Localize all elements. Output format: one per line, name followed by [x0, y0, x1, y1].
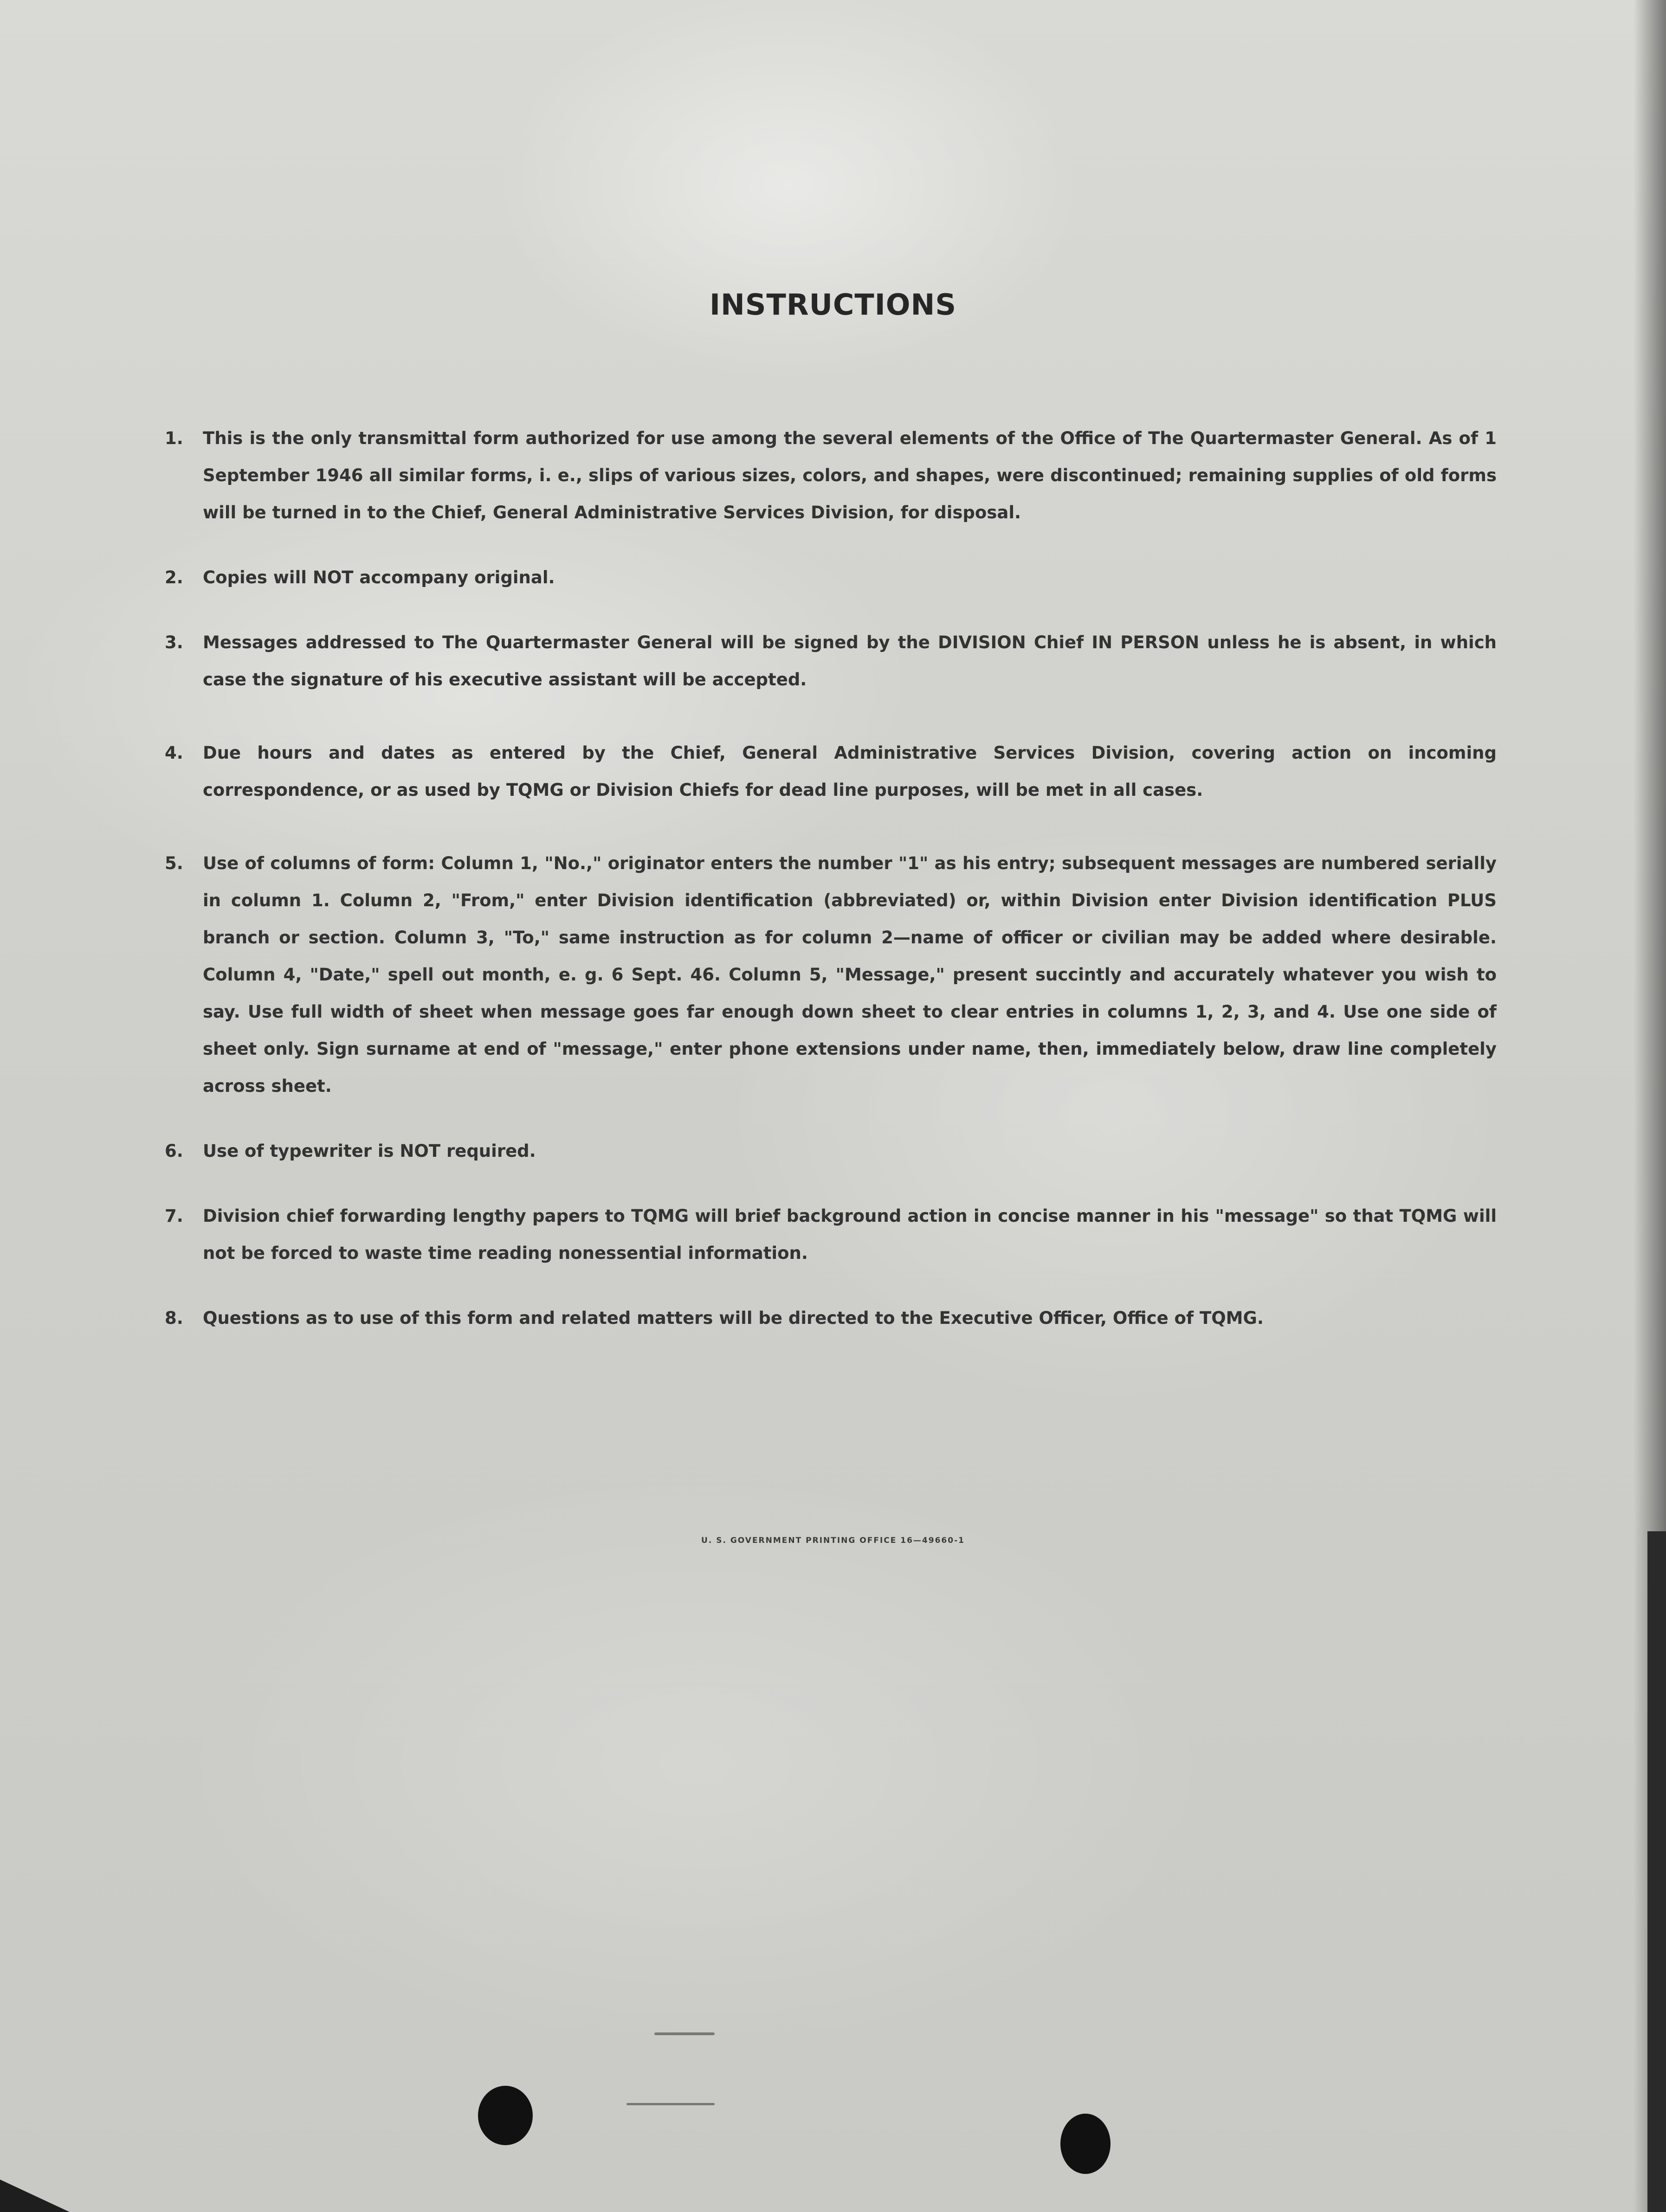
item-number: 2. [165, 568, 183, 587]
instruction-item-1 [165, 420, 1497, 531]
item-text: Questions as to use of this form and related matters will be directed to the Executive Officer, Office of TQMG. [203, 1308, 1264, 1328]
ink-mark [654, 2032, 715, 2035]
punch-hole-left [478, 2086, 533, 2145]
item-number: 4. [165, 743, 183, 763]
printer-imprint: U. S. GOVERNMENT PRINTING OFFICE 16—49660-1 [701, 1536, 965, 1545]
instruction-item-6 [165, 1133, 1497, 1170]
punch-hole-right [1060, 2114, 1111, 2174]
item-text: Copies will NOT accompany original. [203, 568, 555, 587]
item-text: Use of columns of form: Column 1, "No.," originator enters the number "1" as his entry; subsequent messages are numbered serially in column 1. Column 2, "From," enter Division identification (abbreviated) or, within Division enter Division identification PLUS branch or section. Column 3, "To," same instruction as for column 2—name of officer or civilian may be added where desirable. Column 4, "Date," spell out month, e. g. 6 Sept. 46. Column 5, "Message," present succintly and accurately whatever you wish to say. Use full width of sheet when message goes far enough down sheet to clear entries in columns 1, 2, 3, and 4. Use one side of sheet only. Sign surname at end of "message," enter phone extensions under name, then, immediately below, draw line completely across sheet. [203, 853, 1497, 1096]
instruction-item-2 [165, 559, 1497, 596]
document-title: INSTRUCTIONS [709, 288, 957, 322]
item-text: This is the only transmittal form authorized for use among the several elements of the Office of The Quartermaster General. As of 1 September 1946 all similar forms, i. e., slips of various sizes, colors, and shapes, were discontinued; remaining supplies of old forms will be turned in to the Chief, General Administrative Services Division, for disposal. [203, 428, 1497, 522]
item-number: 3. [165, 632, 183, 652]
item-number: 1. [165, 428, 183, 448]
instruction-item-3 [165, 624, 1497, 698]
item-text: Messages addressed to The Quartermaster General will be signed by the DIVISION Chief IN PERSON unless he is absent, in which case the signature of his executive assistant will be accepted. [203, 632, 1497, 690]
instruction-item-4 [165, 735, 1497, 809]
ink-mark [626, 2103, 715, 2105]
item-number: 5. [165, 853, 183, 873]
item-text: Use of typewriter is NOT required. [203, 1141, 536, 1161]
item-text: Due hours and dates as entered by the Chief, General Administrative Services Division, covering action on incoming correspondence, or as used by TQMG or Division Chiefs for dead line purposes, will be met in all cases. [203, 743, 1497, 800]
instruction-item-5 [165, 845, 1497, 1105]
instruction-item-7 [165, 1198, 1497, 1272]
item-number: 6. [165, 1141, 183, 1161]
item-text: Division chief forwarding lengthy papers to TQMG will brief background action in concise manner in his "message" so that TQMG will not be forced to waste time reading nonessential information. [203, 1206, 1497, 1263]
instruction-item-8 [165, 1300, 1497, 1337]
item-number: 8. [165, 1308, 183, 1328]
page-corner-shadow [0, 2180, 70, 2212]
item-number: 7. [165, 1206, 183, 1226]
page-edge-dark-strip [1647, 1531, 1666, 2212]
instruction-list [165, 420, 1497, 1337]
